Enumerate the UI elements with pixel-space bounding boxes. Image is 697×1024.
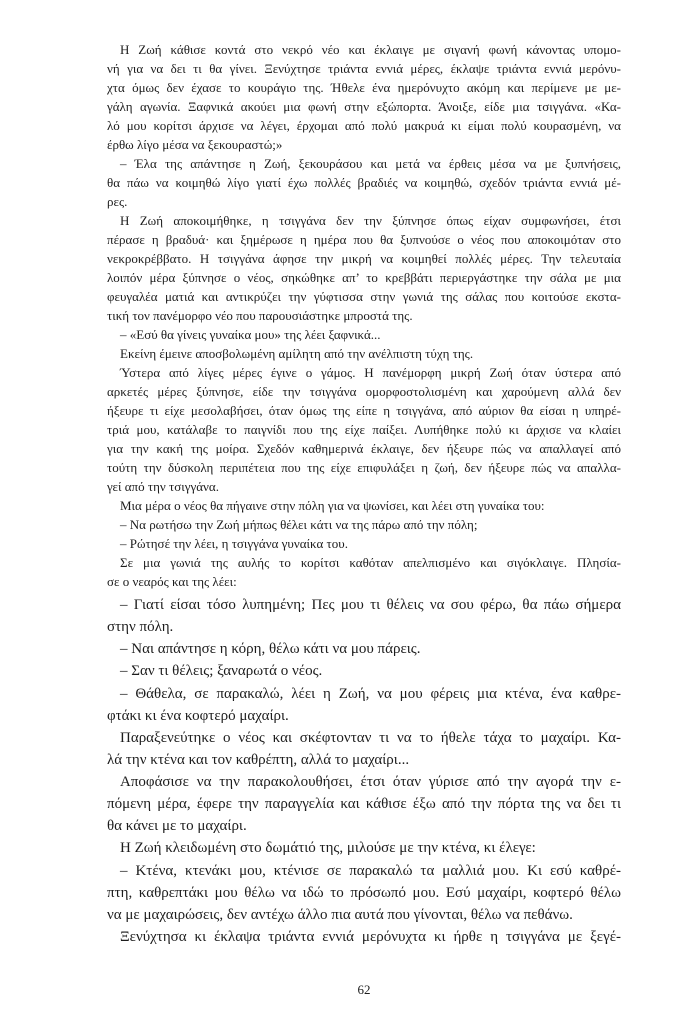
paragraph xyxy=(107,727,621,771)
text-block-lower xyxy=(107,594,621,948)
text-line: Η Ζωή αποκοιμήθηκε, η τσιγγάνα δεν την ξύπνησε όπως είχαν συμφωνήσει, έτσι xyxy=(120,213,621,228)
text-line: γάλη αγωνία. Ξαφνικά ακούει μια φωνή στην εξώπορτα. Άνοιξε, είδε μια τσιγγάνα. «Κα- xyxy=(107,99,621,114)
text-line: τούτη την δύσκολη περιπέτεια που της είχε επιφυλάξει η ζωή, δεν ήξευρε πώς να απαλλα- xyxy=(107,460,621,475)
text-line: γεί από την τσιγγάνα. xyxy=(107,479,219,494)
text-line: λοιπόν μέρα ξύπνησε ο νέος, σηκώθηκε απ’ το κρεββάτι περιεργάστηκε την σάλα με μια xyxy=(107,270,621,285)
paragraph xyxy=(107,771,621,837)
paragraph xyxy=(107,515,621,534)
text-line: θα κάνει με το μαχαίρι. xyxy=(107,818,247,835)
text-line: πόμενη μέρα, έφερε την παραγγελία και κάθισε έξω από την πόρτα της να δει τι xyxy=(107,796,621,813)
text-line: τική τον πανέμορφο νέο που παρουσιάστηκε μπροστά της. xyxy=(107,308,413,323)
text-line: Ύστερα από λίγες μέρες έγινε ο γάμος. Η πανέμορφη μικρή Ζωή όταν ύστερα από xyxy=(120,365,621,380)
paragraph xyxy=(107,534,621,553)
text-line: τριά μου, κατάλαβε το παιγνίδι που της είχε παίξει. Λυπήθηκε πολύ κι άρχισε να κλαίει xyxy=(107,422,621,437)
paragraph xyxy=(107,344,621,363)
paragraph xyxy=(107,638,621,660)
text-line: – Γιατί είσαι τόσο λυπημένη; Πες μου τι θέλεις να σου φέρω, θα πάω σήμερα xyxy=(120,597,621,613)
text-line: φτάκι κι ένα κοφτερό μαχαίρι. xyxy=(107,707,289,724)
text-line: νή για να δει τι θα γίνει. Ξενύχτησε τριάντα εννιά μέρες, έκλαψε τριάντα εννιά μερόνυ- xyxy=(107,61,621,76)
text-line: – Θάθελα, σε παρακαλώ, λέει η Ζωή, να μου φέρεις μια κτένα, ένα καθρε- xyxy=(120,685,621,702)
text-line: Εκείνη έμεινε αποσβολωμένη αμίλητη από την ανέλπιστη τύχη της. xyxy=(120,346,474,361)
paragraph xyxy=(107,837,621,859)
text-line: ρες. xyxy=(107,194,128,209)
text-line: να με μαχαιρώσεις, δεν αντέχω άλλο πια αυτά που γίνονται, θέλω να πεθάνω. xyxy=(107,906,573,923)
text-line: θα πάω να κοιμηθώ λίγο γιατί έχω πολλές βραδιές να κοιμηθώ, σχεδόν τριάντα εννιά μέ- xyxy=(107,175,621,190)
text-line: έρθω λίγο μέσα να ξεκουραστώ;» xyxy=(107,137,283,152)
paragraph xyxy=(107,363,621,496)
paragraph xyxy=(107,683,621,727)
text-line: – Κτένα, κτενάκι μου, κτένισε σε παρακαλώ τα μαλλιά μου. Κι εσύ καθρέ- xyxy=(120,862,621,879)
text-line: χτα όμως δεν έχασε το κουράγιο της. Ήθελε ένα ημερόνυχτο ακόμη και περίμενε με με- xyxy=(107,80,621,95)
text-line: Σε μια γωνιά της αυλής το κορίτσι καθόταν απελπισμένο και σιγόκλαιγε. Πλησία- xyxy=(120,555,621,570)
paragraph xyxy=(107,496,621,515)
text-line: Η Ζωή κλειδωμένη στο δωμάτιό της, μιλούσε με την κτένα, κι έλεγε: xyxy=(120,840,536,857)
text-line: λό μου κορίτσι άρχισε να λέγει, έρχομαι από πολύ μακρυά κι είμαι πολύ κουρασμένη, να xyxy=(107,118,621,133)
text-line: – Ρώτησέ την λέει, η τσιγγάνα γυναίκα του. xyxy=(120,536,348,551)
text-line: στην πόλη. xyxy=(107,619,174,636)
text-line: για την κακή της μοίρα. Σχεδόν καθημερινά έκλαιγε, δεν ήξευρε πώς να απαλλαγεί από xyxy=(107,441,621,456)
text-line: αρκετές μέρες ξύπνησε, είδε την τσιγγάνα ομορφοστολισμένη και χαρούμενη αλλά δεν xyxy=(107,384,621,399)
text-line: Αποφάσισε να την παρακολουθήσει, έτσι όταν γύρισε από την αγορά την ε- xyxy=(120,774,621,790)
text-line: πέρασε η βραδυά· και ξημέρωσε η ημέρα που θα ξυπνούσε ο νέος που αποκοιμόταν στο xyxy=(107,232,621,247)
text-line: – Σαν τι θέλεις; ξαναρωτά ο νέος. xyxy=(120,663,323,680)
text-line: Μια μέρα ο νέος θα πήγαινε στην πόλη για να ψωνίσει, και λέει στη γυναίκα του: xyxy=(120,498,545,513)
paragraph xyxy=(107,40,621,154)
text-line: νεκροκρέββατο. Η τσιγγάνα άφησε την μικρή να κοιμηθεί πολλές μέρες. Την τελευταία xyxy=(107,251,621,266)
text-line: – Να ρωτήσω την Ζωή μήπως θέλει κάτι να της πάρω από την πόλη; xyxy=(120,517,478,532)
text-line: σε ο νεαρός και της λέει: xyxy=(107,574,237,589)
page-number: 62 xyxy=(357,982,371,997)
text-line: ήξευρε τι είχε μεσολαβήσει, όταν όμως της είπε η τσιγγάνα, από αύριον θα είσαι η υπηρέ- xyxy=(107,403,621,418)
text-line: φευγαλέα ματιά και αντικρύζει την γύφτισσα στην γωνιά της σάλας που κοιτούσε εκστα- xyxy=(107,289,621,304)
paragraph xyxy=(107,553,621,591)
text-line: λά την κτένα και τον καθρέπτη, αλλά το μαχαίρι... xyxy=(107,751,410,768)
text-line: Παραξενεύτηκε ο νέος και σκέφτονταν τι να το ήθελε τάχα το μαχαίρι. Κα- xyxy=(120,729,621,746)
text-line: Η Ζωή κάθισε κοντά στο νεκρό νέο και έκλαιγε με σιγανή φωνή κάνοντας υπομο- xyxy=(120,42,621,57)
paragraph xyxy=(107,211,621,325)
paragraph xyxy=(107,325,621,344)
text-line: – «Εσύ θα γίνεις γυναίκα μου» της λέει ξαφνικά... xyxy=(120,327,381,342)
paragraph xyxy=(107,926,621,948)
paragraph xyxy=(107,860,621,926)
text-line: – Έλα της απάντησε η Ζωή, ξεκουράσου και μετά να έρθεις μέσα να με ξυπνήσεις, xyxy=(120,156,621,171)
text-line: πτη, καθρεπτάκι μου θέλω να ιδώ το πρόσωπό μου. Εσύ μαχαίρι, κοφτερό θέλω xyxy=(107,884,621,901)
paragraph xyxy=(107,660,621,682)
paragraph xyxy=(107,154,621,211)
paragraph xyxy=(107,594,621,638)
text-block-upper xyxy=(107,40,621,591)
text-line: – Ναι απάντησε η κόρη, θέλω κάτι να μου πάρεις. xyxy=(120,641,421,658)
text-line: Ξενύχτησα κι έκλαψα τριάντα εννιά μερόνυχτα κι ήρθε η τσιγγάνα με ξεγέ- xyxy=(120,928,621,945)
